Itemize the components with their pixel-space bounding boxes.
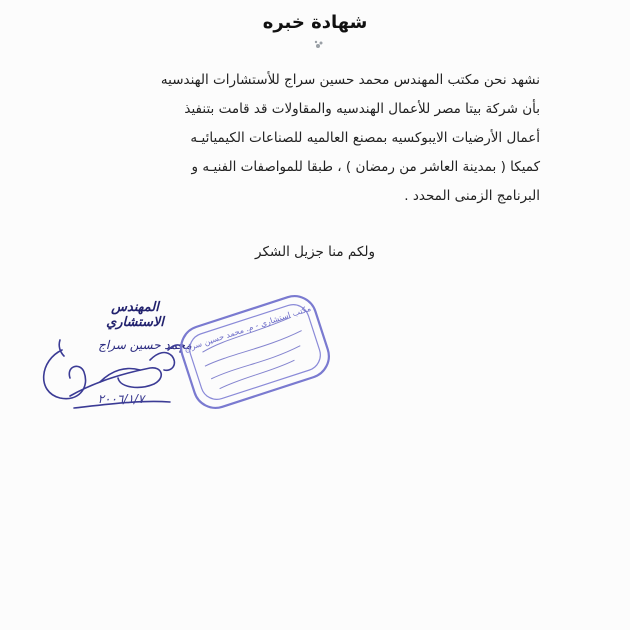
body-line: كميكا ( بمدينة العاشر من رمضان ) ، طبقا للمواصفات الفنيـه و: [191, 159, 540, 175]
signatory-title: المهندس الاستشاري: [106, 300, 164, 330]
body-line: بأن شركة بيتا مصر للأعمال الهندسيه والمقاولات قد قامت بتنفيذ: [184, 101, 540, 117]
document-title: شهادة خبره: [262, 12, 368, 33]
body-line: نشهد نحن مكتب المهندس محمد حسين سراج للأستشارات الهندسيه: [160, 72, 540, 88]
signatory-name: محمد حسين سراج: [98, 338, 192, 352]
signature-date: ٢٠٠٦/١/٧: [97, 392, 145, 406]
stamp-text: مكتب استشاري - م. محمد حسين سراج: [182, 303, 313, 354]
body-line: أعمال الأرضيات الايبوكسيه بمصنع العالميه للصناعات الكيميائيـه: [190, 130, 540, 146]
closing-line: ولكم منا جزيل الشكر: [255, 244, 375, 260]
body-line: البرنامج الزمنى المحدد .: [404, 188, 540, 204]
